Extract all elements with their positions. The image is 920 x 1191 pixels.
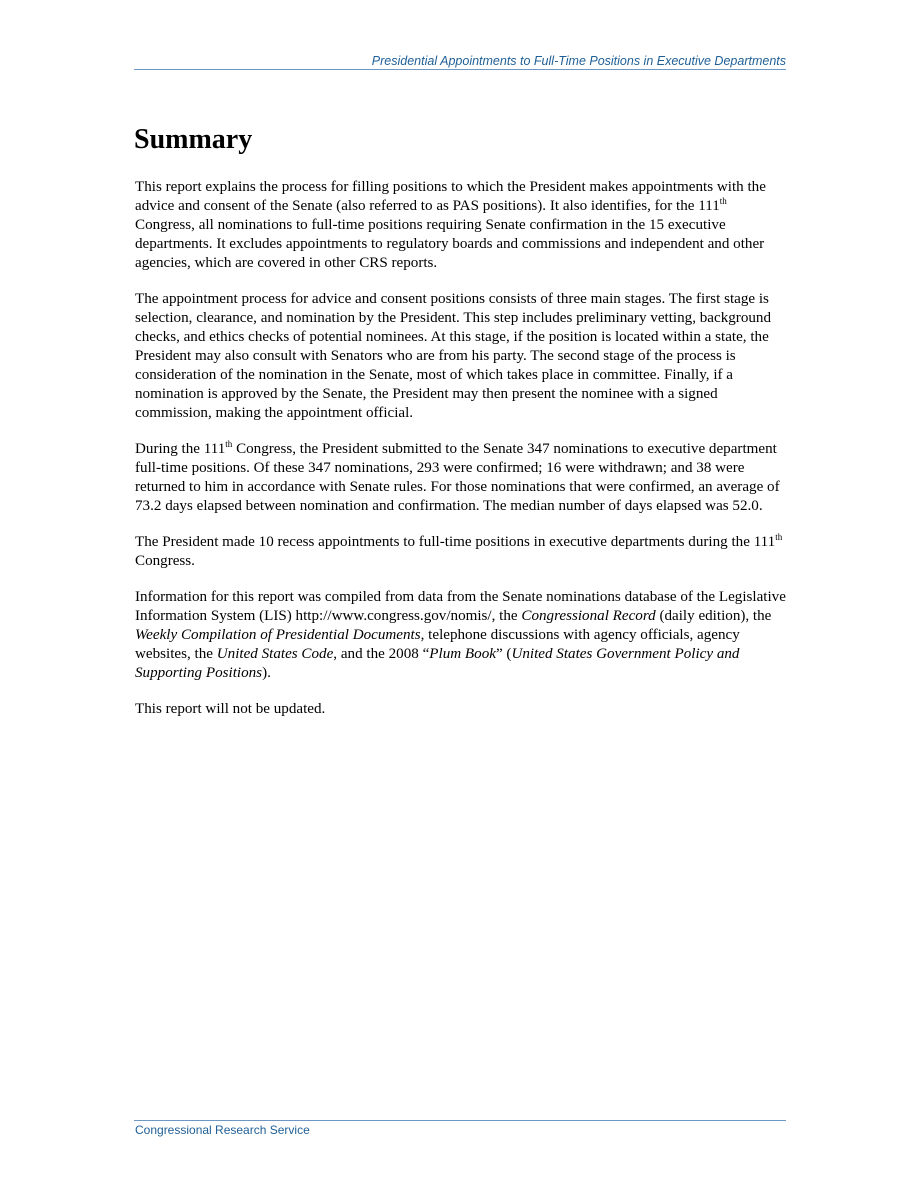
text-run: Information for this report was compiled from data from the Senate nominations database of the Legislative Information System (LIS) http://www.congress.gov/nomis/, the	[135, 589, 786, 624]
source-title: United States Code	[216, 646, 334, 662]
source-title: Plum Book	[429, 646, 496, 662]
paragraph-recess	[135, 533, 790, 571]
text-run: Congress.	[135, 553, 195, 569]
header-rule	[134, 69, 786, 70]
paragraph-statistics	[135, 440, 790, 516]
ordinal-superscript: th	[775, 532, 783, 542]
text-run: ).	[262, 665, 271, 681]
paragraph-intro	[135, 178, 790, 273]
paragraph-sources	[135, 588, 790, 683]
text-run: The President made 10 recess appointments to full-time positions in executive departments during the 111	[135, 534, 776, 550]
paragraph-update-note: This report will not be updated.	[135, 701, 326, 717]
text-run: , telephone discussions with agency officials, agency websites, the	[135, 627, 740, 662]
source-title: United States Government Policy and Supporting Positions	[135, 646, 740, 681]
text-run: (daily edition), the	[655, 608, 772, 624]
footer-org: Congressional Research Service	[135, 1123, 310, 1137]
summary-body	[135, 178, 790, 736]
ordinal-superscript: th	[719, 196, 727, 206]
paragraph-process: The appointment process for advice and consent positions consists of three main stages. The first stage is selection, clearance, and nomination by the President. This step includes preliminary vetting, background checks, and ethics checks of potential nominees. At this stage, if the position is located within a state, the President may also consult with Senators who are from his party. The second stage of the process is consideration of the nomination in the Senate, most of which takes place in committee. Finally, if a nomination is approved by the Senate, the President may then present the nominee with a signed commission, making the appointment official.	[135, 291, 772, 421]
text-run: This report explains the process for filling positions to which the President makes appointments with the advice and consent of the Senate (also referred to as PAS positions). It also identifies, for the 111	[135, 179, 766, 214]
running-header: Presidential Appointments to Full-Time Positions in Executive Departments	[371, 54, 786, 68]
source-title: Weekly Compilation of Presidential Documents	[135, 627, 421, 643]
ordinal-superscript: th	[225, 439, 233, 449]
footer-rule	[134, 1120, 786, 1121]
text-run: ” (	[495, 646, 512, 662]
text-run: , and the 2008 “	[333, 646, 430, 662]
page-title: Summary	[134, 124, 253, 155]
source-title: Congressional Record	[521, 608, 656, 624]
text-run: Congress, all nominations to full-time positions requiring Senate confirmation in the 15 executive departments. It excludes appointments to regulatory boards and commissions and independent and other agencies, which are covered in other CRS reports.	[135, 217, 765, 271]
text-run: Congress, the President submitted to the Senate 347 nominations to executive department full-time positions. Of these 347 nominations, 293 were confirmed; 16 were withdrawn; and 38 were returned to him in accordance with Senate rules. For those nominations that were confirmed, an average of 73.2 days elapsed between nomination and confirmation. The median number of days elapsed was 52.0.	[135, 441, 780, 514]
text-run: During the 111	[135, 441, 226, 457]
